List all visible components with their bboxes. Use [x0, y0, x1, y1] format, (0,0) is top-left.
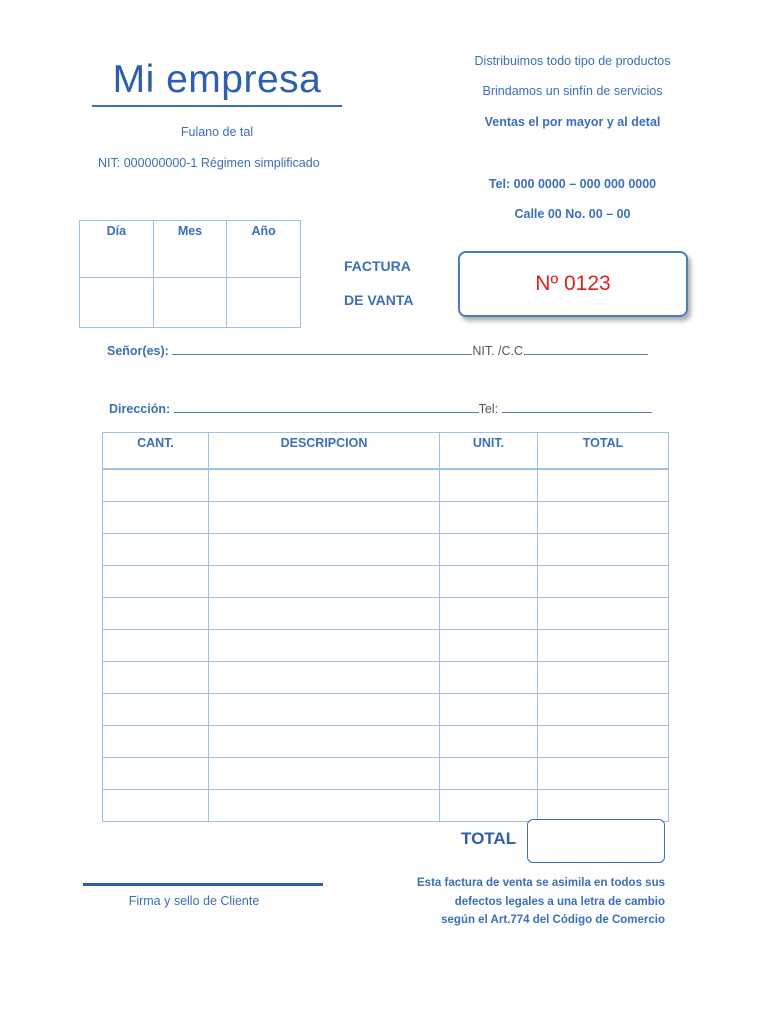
- total-cell[interactable]: [538, 662, 669, 694]
- date-day-value[interactable]: [80, 278, 154, 328]
- cant-cell[interactable]: [103, 630, 209, 662]
- unit-cell[interactable]: [440, 598, 538, 630]
- cant-cell[interactable]: [103, 598, 209, 630]
- company-name: Mi empresa: [112, 58, 322, 101]
- date-month-value[interactable]: [153, 278, 227, 328]
- invoice-number: Nº 0123: [535, 272, 611, 295]
- table-row: [103, 566, 669, 598]
- date-day-label: Día: [106, 224, 127, 238]
- grand-total-field[interactable]: [527, 819, 665, 863]
- slogan-1: Distribuimos todo tipo de productos: [474, 54, 671, 68]
- date-year-label: Año: [251, 224, 276, 238]
- descripcion-cell[interactable]: [209, 662, 440, 694]
- table-row: [103, 502, 669, 534]
- company-underline: [92, 105, 342, 107]
- unit-cell[interactable]: [440, 662, 538, 694]
- date-month-label: Mes: [177, 224, 203, 238]
- table-row: [103, 662, 669, 694]
- date-month-cell[interactable]: [153, 221, 227, 278]
- header-total: TOTAL: [538, 433, 669, 470]
- customer-name-field[interactable]: [172, 342, 472, 355]
- unit-cell[interactable]: [440, 469, 538, 502]
- date-year-value[interactable]: [227, 278, 301, 328]
- unit-cell[interactable]: [440, 566, 538, 598]
- total-cell[interactable]: [538, 502, 669, 534]
- descripcion-cell[interactable]: [209, 694, 440, 726]
- unit-cell[interactable]: [440, 790, 538, 822]
- total-cell[interactable]: [538, 790, 669, 822]
- table-row: [103, 694, 669, 726]
- cant-cell[interactable]: [103, 758, 209, 790]
- grand-total-label: TOTAL: [461, 829, 517, 848]
- items-header-row: [103, 433, 669, 470]
- total-cell[interactable]: [538, 630, 669, 662]
- items-table: [102, 432, 669, 822]
- customer-name-row: [107, 342, 648, 358]
- descripcion-cell[interactable]: [209, 469, 440, 502]
- cant-cell[interactable]: [103, 469, 209, 502]
- slogan-3: Ventas el por mayor y al detal: [484, 115, 661, 129]
- total-cell[interactable]: [538, 566, 669, 598]
- owner-name: Fulano de tal: [180, 125, 254, 139]
- legal-line-2: defectos legales a una letra de cambio: [454, 895, 665, 908]
- cant-cell[interactable]: [103, 790, 209, 822]
- invoice-title-line2: DE VANTA: [344, 292, 414, 308]
- unit-cell[interactable]: [440, 758, 538, 790]
- customer-address-label: Dirección:: [109, 402, 171, 416]
- unit-cell[interactable]: [440, 694, 538, 726]
- unit-cell[interactable]: [440, 630, 538, 662]
- customer-phone-label: Tel:: [478, 402, 499, 416]
- descripcion-cell[interactable]: [209, 726, 440, 758]
- table-row: [103, 630, 669, 662]
- descripcion-cell[interactable]: [209, 758, 440, 790]
- descripcion-cell[interactable]: [209, 502, 440, 534]
- date-box: [79, 220, 301, 328]
- date-year-cell[interactable]: [227, 221, 301, 278]
- descripcion-cell[interactable]: [209, 598, 440, 630]
- date-day-cell[interactable]: [80, 221, 154, 278]
- cant-cell[interactable]: [103, 566, 209, 598]
- signature-label: Firma y sello de Cliente: [128, 894, 260, 908]
- customer-address-field[interactable]: [174, 400, 479, 413]
- unit-cell[interactable]: [440, 534, 538, 566]
- table-row: [103, 469, 669, 502]
- customer-id-field[interactable]: [526, 342, 648, 355]
- cant-cell[interactable]: [103, 726, 209, 758]
- header-unit: UNIT.: [440, 433, 538, 470]
- legal-note: [400, 874, 665, 930]
- cant-cell[interactable]: [103, 694, 209, 726]
- signature-line: [83, 883, 323, 886]
- legal-line-1: Esta factura de venta se asimila en todos sus: [417, 877, 665, 889]
- header-descripcion: DESCRIPCION: [209, 433, 440, 470]
- table-row: [103, 790, 669, 822]
- customer-address-row: [109, 400, 652, 416]
- table-row: [103, 598, 669, 630]
- nit-regime: NIT: 000000000-1 Régimen simplificado: [98, 156, 320, 170]
- slogan-2: Brindamos un sinfín de servicios: [482, 84, 663, 98]
- descripcion-cell[interactable]: [209, 534, 440, 566]
- descripcion-cell[interactable]: [209, 566, 440, 598]
- unit-cell[interactable]: [440, 502, 538, 534]
- descripcion-cell[interactable]: [209, 790, 440, 822]
- total-cell[interactable]: [538, 534, 669, 566]
- invoice-title-line1: FACTURA: [344, 258, 411, 274]
- descripcion-cell[interactable]: [209, 630, 440, 662]
- cant-cell[interactable]: [103, 534, 209, 566]
- header-cant: CANT.: [103, 433, 209, 470]
- total-cell[interactable]: [538, 469, 669, 502]
- customer-name-label: Señor(es):: [107, 344, 169, 358]
- legal-line-3: según el Art.774 del Código de Comercio: [441, 914, 665, 926]
- unit-cell[interactable]: [440, 726, 538, 758]
- invoice-number-box: [458, 251, 688, 317]
- customer-id-label: NIT. /C.C.: [472, 344, 527, 358]
- table-row: [103, 534, 669, 566]
- company-phone: Tel: 000 0000 – 000 000 0000: [488, 177, 657, 191]
- table-row: [103, 726, 669, 758]
- customer-phone-field[interactable]: [502, 400, 652, 413]
- total-cell[interactable]: [538, 758, 669, 790]
- table-row: [103, 758, 669, 790]
- total-cell[interactable]: [538, 726, 669, 758]
- cant-cell[interactable]: [103, 662, 209, 694]
- total-cell[interactable]: [538, 694, 669, 726]
- company-address: Calle 00 No. 00 – 00: [514, 207, 631, 221]
- cant-cell[interactable]: [103, 502, 209, 534]
- total-cell[interactable]: [538, 598, 669, 630]
